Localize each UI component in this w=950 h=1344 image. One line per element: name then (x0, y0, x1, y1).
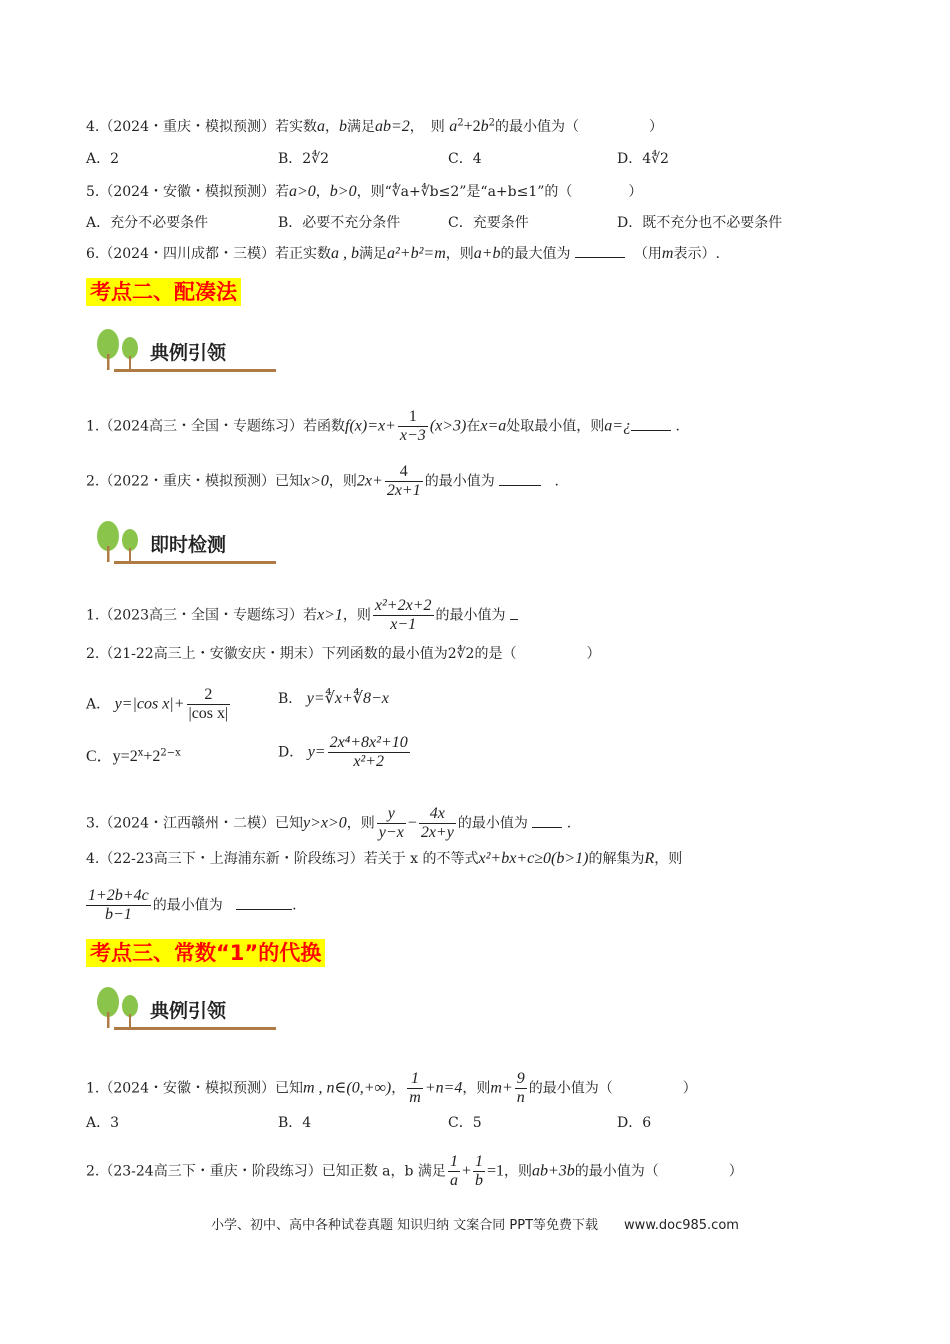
ex31-fraction-1 (407, 1070, 423, 1107)
check-1 (86, 597, 518, 634)
q4-var-b: b (339, 118, 347, 135)
q6-m: m (661, 245, 674, 262)
q5-option-b: B．必要不充分条件 (278, 215, 401, 231)
chk3-end: . (566, 815, 572, 832)
banner-rule (114, 369, 276, 372)
q6-suffix: 的最大值为 (500, 246, 571, 262)
chk3-num1: y (387, 805, 395, 822)
chk2d-expr: y= (307, 743, 326, 761)
chk2c-label: C．y=2 (86, 748, 138, 765)
banner-rule (114, 561, 276, 564)
q5-cond1: a>0 (289, 183, 316, 200)
banner-example-lead-2 (92, 984, 276, 1032)
answer-blank[interactable] (510, 605, 518, 620)
ex31-den2: n (516, 1089, 525, 1106)
q5-prefix: 5.（2024・安徽・模拟预测）若 (86, 184, 289, 200)
ex1-mid2: 处取最小值，则 (506, 418, 605, 435)
ex31-prefix: 1.（2024・安徽・模拟预测）已知 (86, 1080, 303, 1097)
question-4 (86, 116, 663, 138)
ex2-num: 4 (399, 463, 408, 480)
chk4-end: ，则 (654, 851, 683, 867)
ex2-cond: x>0 (303, 472, 329, 490)
chk1-num: x²+2x+2 (374, 597, 432, 614)
ex1-fraction (398, 408, 428, 445)
chk4-prefix: 4.（22-23高三下・上海浦东新・阶段练习）若关于 x 的不等式 (86, 851, 479, 867)
chk2c-exp2: 2−x (160, 747, 181, 759)
question-6 (86, 243, 720, 265)
q4-suffix: 的最小值为（ ） (495, 119, 664, 135)
ex31-eq: +n=4 (424, 1079, 463, 1097)
page-footer: 小学、初中、高中各种试卷真题 知识归纳 文案合同 PPT等免费下载 www.doc985.com (211, 1218, 739, 1233)
ex32-den2: b (474, 1172, 483, 1189)
chk2a-num: 2 (204, 686, 213, 703)
chk3-fraction-2 (419, 805, 456, 842)
chk3-prefix: 3.（2024・江西赣州・二模）已知 (86, 815, 303, 832)
q4-var-a: a (317, 118, 325, 135)
answer-blank[interactable] (236, 895, 292, 910)
ex1-ans: a=¿ (604, 417, 632, 435)
q4-option-a: A．2 (86, 151, 120, 167)
ex31-expr: m+ (490, 1079, 513, 1097)
chk3-den1: y−x (378, 824, 404, 841)
chk3-suffix: 的最小值为 (457, 815, 528, 832)
ex2-suffix: 的最小值为 (424, 473, 495, 490)
q5-option-a: A．充分不必要条件 (86, 215, 209, 231)
q6-tail: （用 (633, 246, 662, 262)
ex31-suffix: 的最小值为（ ） (528, 1080, 697, 1097)
ex1-mid: 在 (466, 418, 481, 435)
q6-prefix: 6.（2024・四川成都・三模）若正实数 (86, 246, 331, 262)
q5-option-c: C．充要条件 (448, 215, 529, 231)
question-5: 5.（2024・安徽・模拟预测）若a>0，b>0，则“∜a+∜b≤2”是“a+b≤1”的（ ） (86, 183, 643, 200)
chk3-cond: y>x>0 (303, 814, 347, 832)
ex31-mid: ，则 (462, 1080, 491, 1097)
banner-example-lead-1 (92, 326, 276, 374)
example-2 (86, 463, 559, 500)
ex32-num2: 1 (474, 1153, 483, 1170)
ex2-den: 2x+1 (386, 482, 421, 499)
ex1-prefix: 1.（2024高三・全国・专题练习）若函数 (86, 418, 345, 435)
banner-rule (114, 1027, 276, 1030)
chk2d-num: 2x⁴+8x²+10 (329, 734, 408, 751)
chk1-mid: ，则 (342, 607, 371, 624)
ex31-num1: 1 (411, 1070, 420, 1087)
chk4-R: R (644, 850, 655, 867)
check-2: 2.（21-22高三上・安徽安庆・期末）下列函数的最小值为2∜2的是（ ） (86, 646, 601, 662)
chk4-ineq: x²+bx+c≥0(b>1) (478, 850, 589, 867)
example-3-2 (86, 1153, 743, 1190)
chk4-mid: 的解集为 (588, 851, 645, 867)
banner-label: 典例引领 (150, 1000, 227, 1022)
check-4-continued (86, 887, 297, 924)
q5-mid: ，则“∜a+∜b≤2”是“a+b≤1”的（ ） (356, 184, 643, 200)
q6-expr: a+b (473, 245, 501, 262)
banner-label: 典例引领 (150, 342, 227, 364)
ex32-prefix: 2.（23-24高三下・重庆・阶段练习）已知正数 a，b 满足 (86, 1163, 446, 1180)
chk3-num2: 4x (429, 805, 445, 822)
ex32-expr: ab+3b (532, 1162, 575, 1180)
q4-option-d: D．4∜2 (617, 151, 669, 167)
chk3-den2: 2x+y (420, 824, 454, 841)
banner-label: 即时检测 (150, 534, 227, 556)
q6-tail2: 表示）. (673, 246, 720, 262)
chk1-den: x−1 (373, 615, 434, 634)
ex32-den1: a (449, 1172, 458, 1189)
section-heading-3: 考点三、常数“1”的代换 (86, 939, 325, 967)
q4-expr-b: b (480, 118, 489, 135)
ex2-mid: ，则 (328, 473, 357, 490)
ex32-fraction-1 (448, 1153, 460, 1190)
ex31-option-a: A．3 (86, 1115, 120, 1131)
chk3-mid: ，则 (346, 815, 375, 832)
ex31-option-b: B．4 (278, 1115, 312, 1131)
answer-blank[interactable] (499, 471, 541, 486)
chk1-cond: x>1 (317, 606, 343, 624)
section-heading-2: 考点二、配凑法 (86, 278, 241, 306)
ex2-fraction (385, 463, 423, 500)
ex1-end: . (675, 418, 680, 435)
chk4-end2: . (292, 897, 297, 914)
ex2-end: . (554, 473, 559, 490)
chk2c-exp1: x (137, 747, 144, 759)
ex1-den: x−3 (399, 427, 426, 444)
ex32-plus: + (461, 1162, 471, 1180)
chk2-option-a (86, 686, 232, 723)
ex2-prefix: 2.（2022・重庆・模拟预测）已知 (86, 473, 303, 490)
answer-blank[interactable] (631, 416, 671, 431)
ex1-cond: (x>3) (429, 417, 467, 435)
q6-cond: a²+b²=m (387, 245, 446, 262)
chk2d-label: D． (278, 744, 304, 761)
ex31-cond: m , n∈(0,+∞) (303, 1079, 392, 1097)
chk4-fraction (86, 887, 151, 924)
answer-blank[interactable] (532, 813, 562, 828)
ex32-mid: ，则 (504, 1163, 532, 1180)
q6-mid2: ，则 (445, 246, 474, 262)
ex31-num2: 9 (516, 1070, 525, 1087)
example-1 (86, 408, 680, 445)
q4-exp2: 2 (488, 117, 496, 129)
q6-mid: 满足 (359, 246, 387, 262)
chk2b-label: B． (278, 691, 303, 707)
chk2a-fraction (187, 686, 231, 723)
q4-option-b: B．2∜2 (278, 151, 330, 167)
chk4-den: b−1 (86, 905, 151, 924)
q4-then: ， 则 (409, 119, 445, 135)
q4-plus: +2 (463, 118, 481, 135)
chk4-suffix: 的最小值为 (152, 897, 223, 914)
q4-sep: ， (325, 119, 339, 135)
chk2d-den: x²+2 (328, 752, 410, 771)
ex31-fraction-2 (515, 1070, 527, 1107)
ex32-suffix: 的最小值为（ ） (574, 1163, 743, 1180)
answer-blank[interactable] (575, 243, 625, 258)
ex1-func: f(x)=x+ (345, 417, 396, 435)
ex32-eq: =1 (486, 1162, 504, 1180)
ex31-den1: m (409, 1089, 421, 1106)
ex31-sep: ， (391, 1080, 406, 1097)
chk2b-expr: y=∜x+∜8−x (306, 690, 389, 707)
q5-option-d: D．既不充分也不必要条件 (617, 215, 783, 231)
ex32-fraction-2 (473, 1153, 485, 1190)
tree-icon (92, 326, 152, 372)
chk2-option-d (278, 734, 412, 771)
chk2d-fraction (328, 734, 410, 771)
chk4-num: 1+2b+4c (88, 887, 149, 904)
tree-icon (92, 984, 152, 1030)
q4-mid: 满足 (347, 119, 375, 135)
q6-ab: a , b (331, 245, 359, 262)
q5-cond2: b>0 (329, 183, 357, 200)
ex32-num1: 1 (449, 1153, 458, 1170)
q4-expr-a: a (449, 118, 458, 135)
chk3-minus: − (407, 814, 417, 832)
ex1-num: 1 (408, 408, 417, 425)
chk1-prefix: 1.（2023高三・全国・专题练习）若 (86, 607, 317, 624)
ex31-option-c: C．5 (448, 1115, 482, 1131)
tree-icon (92, 518, 152, 564)
chk1-suffix: 的最小值为 (435, 607, 506, 624)
example-3-1 (86, 1070, 697, 1107)
check-3 (86, 805, 571, 842)
chk2a-label: A． (86, 696, 111, 713)
chk2a-expr: y=|cos x|+ (114, 695, 185, 713)
banner-instant-check (92, 518, 276, 566)
check-4 (86, 848, 682, 870)
q4-exp1: 2 (457, 117, 464, 129)
chk2-option-b (278, 688, 389, 710)
q4-cond: ab=2 (375, 118, 410, 135)
chk2-option-c (86, 746, 181, 768)
chk2a-den: |cos x| (188, 705, 229, 722)
chk2c-plus: +2 (143, 748, 161, 765)
ex1-at: x=a (480, 417, 507, 435)
ex31-option-d: D．6 (617, 1115, 652, 1131)
chk3-fraction-1 (377, 805, 406, 842)
q4-option-c: C．4 (448, 151, 482, 167)
ex2-expr: 2x+ (356, 472, 383, 490)
chk1-fraction (373, 597, 434, 634)
q4-prefix: 4.（2024・重庆・模拟预测）若实数 (86, 119, 317, 135)
